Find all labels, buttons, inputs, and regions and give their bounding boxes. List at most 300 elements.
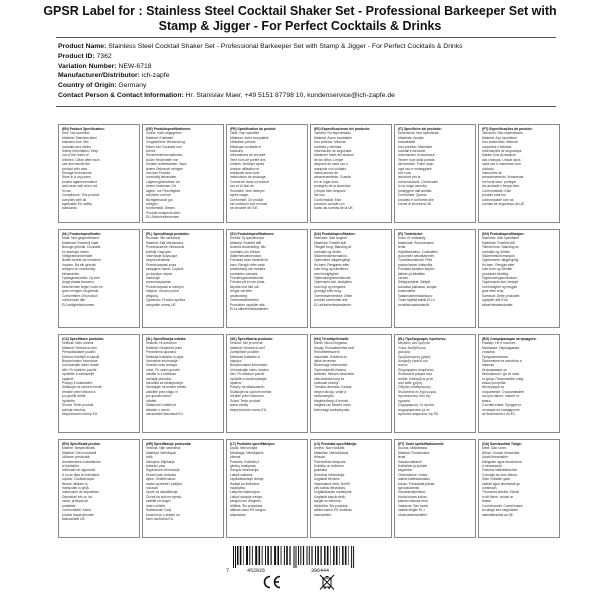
spec-line: Anyag: Rozsdamentes acél xyxy=(314,345,355,350)
spec-line: grundigt efter brug. xyxy=(314,289,342,294)
spec-line: proizvod je u skladu sa xyxy=(146,512,180,517)
spec-line: pēc katras lietošanas. xyxy=(314,486,346,491)
spec-line: Turvallisuustiedot: Pidä xyxy=(398,258,432,263)
spec-line: in áit thirim, cosain ar xyxy=(482,494,514,499)
spec-line: Laikyti vaikams xyxy=(230,472,253,477)
spec-line: chráňte pred vlhkosťou. xyxy=(230,394,265,399)
spec-line: Материал: Неръждаема xyxy=(482,345,520,350)
spec-line: Tuote täyttää kaikki EU:n xyxy=(398,298,435,303)
spec-line: Bezpečnostní informace: xyxy=(62,359,99,364)
spec-line: Außer Reichweite von xyxy=(146,157,179,162)
spec-line: opatrně. xyxy=(62,376,75,381)
spec-line: Storage Instructions: xyxy=(62,171,93,176)
spec-line: Koko: Ei määritelty xyxy=(398,236,426,241)
spec-line: out of the reach of xyxy=(62,153,89,158)
spec-cell xyxy=(142,439,224,538)
spec-line: for barn. Rengjør etter xyxy=(482,262,515,267)
spec-line: Vorgesehene Verwendung: xyxy=(146,140,186,145)
spec-line: Käyttötarkoitus: Cocktailien xyxy=(398,249,438,254)
spec-line: Conformità: Questo xyxy=(398,193,427,198)
spec-line: Držati izvan dohvata xyxy=(146,472,176,477)
spec-line: nápojov xyxy=(230,359,242,364)
spec-line: Uso previsto: Mezclar xyxy=(314,140,346,145)
spec-heading: (ES) Especificaciones del producto: xyxy=(314,127,371,131)
page-title: GPSR Label for : Stainless Steel Cocktail Shaker Set - Professional Barkeeper Set with Stamp & Jigger - For Perfect Cocktails & Drinks xyxy=(43,4,557,33)
spec-line: Míchání koktejlů a nápojů xyxy=(62,354,100,359)
meta-key: Manufacturer/Distributor: xyxy=(58,72,140,80)
spec-line: EU-veiligheidsnormen. xyxy=(62,302,96,307)
spec-line: norme di sicurezza UE. xyxy=(398,201,433,206)
spec-line: Pokyny na skladovanie: xyxy=(230,385,265,390)
spec-line: svake upotrebe i pažljivo xyxy=(146,481,183,486)
spec-cell xyxy=(226,334,308,433)
spec-line: Lagerungshinweise: An xyxy=(146,179,181,184)
spec-line: manipuler avec soin. xyxy=(230,171,261,176)
spec-line: čelik xyxy=(146,455,153,460)
spec-line: Säkerhetsinformation: xyxy=(230,254,263,259)
spec-heading: (DA) Produktspecifikation: xyxy=(314,232,356,236)
spec-line: Saugos informacija: xyxy=(230,468,259,473)
spec-line: Opbevaringsinstruktioner: xyxy=(314,276,352,281)
spec-line: Tiltenkt bruk: Blanding av xyxy=(482,245,519,250)
spec-line: zaščitite pred vlago in xyxy=(146,389,178,394)
spec-line: Μέγεθος: Δεν ορίζεται xyxy=(398,341,430,346)
spec-heading: (SK) Špecifikácia produktu: xyxy=(230,337,274,341)
spec-line: droge plaats bewaren, xyxy=(62,280,95,285)
spec-line: umiditate. xyxy=(62,503,77,508)
spec-line: Informations de sécurité: xyxy=(230,153,267,158)
spec-line: prodotto è conforme alle xyxy=(398,197,434,202)
spec-line: schützen und bei xyxy=(146,193,171,198)
meta-value: ich-zapfe xyxy=(141,72,170,80)
spec-line: Manter fora do alcance xyxy=(482,153,516,158)
spec-line: Zgodność: Produkt spełnia xyxy=(146,298,186,303)
spec-line: djece. Očistiti nakon xyxy=(146,477,176,482)
spec-heading: (SL) Specifikacija izdelka: xyxy=(146,337,187,341)
spec-cell xyxy=(58,334,140,433)
spec-line: Ανάμειξη κοκτέιλ και xyxy=(398,359,428,364)
spec-line: Predvidena uporaba: xyxy=(146,350,177,355)
spec-line: Instrucciones de xyxy=(314,171,339,176)
spec-line: sec et à l'abri de xyxy=(230,184,254,189)
spec-line: bezpieczeństwa: xyxy=(146,258,171,263)
spec-line: Materiál: Nerezová ocel xyxy=(62,345,97,350)
spec-line: EU:s säkerhetsstandarder. xyxy=(230,306,269,311)
spec-line: chraňte před vlhkostí a xyxy=(62,389,96,394)
spec-line: standardele UE. xyxy=(62,516,86,521)
spec-line: на сухо място, пазете от xyxy=(482,394,520,399)
meta-row xyxy=(58,42,463,52)
spec-line: normas de segurança da UE. xyxy=(482,201,525,206)
spec-line: vyčistite a zaobchádzajte xyxy=(230,376,267,381)
meta-value: 7362 xyxy=(96,52,112,60)
spec-line: Méret: Nincs megadva xyxy=(314,341,347,346)
spec-line: thaise. xyxy=(482,499,492,504)
spec-line: Instruções de xyxy=(482,171,502,176)
spec-line: Drošības informācija: xyxy=(314,472,345,477)
spec-line: nedvességtől. xyxy=(314,394,335,399)
spec-line: jaukšana xyxy=(314,468,328,473)
meta-row xyxy=(58,62,463,72)
meta-key: Product Name: xyxy=(58,43,107,50)
spec-line: applicable EU safety xyxy=(62,201,93,206)
spec-line: Ohutusteave: Hoida xyxy=(398,472,428,477)
spec-line: est conforme aux normes xyxy=(230,201,268,206)
spec-line: nepieejamā vietā. Notīrīt xyxy=(314,481,350,486)
spec-line: and clean well when not xyxy=(62,184,98,189)
spec-line: product with care. xyxy=(62,166,89,171)
spec-line: manipulați cu grijă. xyxy=(62,486,90,491)
spec-line: Mantener fuera del alcance xyxy=(314,153,354,158)
spec-line: produkten varsamt. xyxy=(230,271,259,276)
spec-cell xyxy=(478,229,560,328)
spec-line: spĺňa všetky xyxy=(230,403,249,408)
spec-heading: (RO) Specificații produs: xyxy=(62,442,101,446)
spec-line: Приготвяне на коктейли и xyxy=(482,359,522,364)
spec-line: saugoti nuo drėgmės. xyxy=(230,499,262,504)
spec-line: varoen. xyxy=(398,276,409,281)
spec-line: Nichtgebrauch gut xyxy=(146,197,173,202)
spec-line: Ábhar: Cruach dhosmálta xyxy=(482,450,520,455)
spec-line: da umidade e limpar bem. xyxy=(482,184,521,189)
spec-line: Информация за xyxy=(482,367,507,372)
spec-cell xyxy=(394,334,476,433)
spec-line: vyčistěte. xyxy=(62,398,76,403)
spec-line: Sukladnost: Ovaj xyxy=(146,508,171,513)
spec-line: med forsigtighed. xyxy=(314,271,340,276)
spec-line: standartus. xyxy=(230,512,247,517)
spec-line: Medžiaga: Nerūdijantis xyxy=(230,450,264,455)
spec-line: Υλικό: Ανοξείδωτος xyxy=(398,345,427,350)
spec-line: produto está em xyxy=(482,193,506,198)
spec-line: po każdym użyciu. xyxy=(146,271,174,276)
meta-key: Product ID: xyxy=(58,52,95,60)
spec-line: Uso previsto: Miscelare xyxy=(398,144,433,149)
spec-line: después de cada uso y xyxy=(314,162,348,167)
spec-line: Conformidade: Este xyxy=(482,188,512,193)
spec-line: Materiál: Nerezová oceľ xyxy=(230,345,265,350)
spec-line: produkt overholder alle xyxy=(314,298,348,303)
spec-line: Skladujte na suchom mieste, xyxy=(230,389,273,394)
spec-line: Material: Nerjaveče jeklo xyxy=(146,345,183,350)
spec-line: Dimensioni: Non specificate xyxy=(398,131,439,136)
spec-line: Förvara på en torr plats, xyxy=(230,280,266,285)
spec-cell xyxy=(310,439,392,538)
spec-line: tartandó. Minden használat xyxy=(314,372,354,377)
spec-line: Avsedd användning: Mix xyxy=(230,245,266,250)
spec-line: del uso. xyxy=(314,193,326,198)
spec-line: Tárolási útmutató: Száraz xyxy=(314,385,352,390)
spec-line: Depozitați într-un loc xyxy=(62,494,93,499)
spec-line: Sikkerhetsinformasjon: xyxy=(482,254,516,259)
spec-line: kuivassa paikassa, suojaa xyxy=(398,284,437,289)
spec-line: standards. xyxy=(62,206,78,211)
spec-line: reinigen en voorzichtig xyxy=(62,267,95,272)
spec-line: sargāt no mitruma. xyxy=(314,499,342,504)
spec-line: Oppbevares utilgjengelig xyxy=(482,258,519,263)
spec-line: Rendeltetésszerű xyxy=(314,350,340,355)
spec-line: bezpečnostné normy EÚ. xyxy=(230,407,268,412)
spec-line: Comhlíonadh: Comhlíonann xyxy=(482,503,524,508)
spec-heading: (DE) Produktspezifikationen: xyxy=(146,127,192,131)
spec-cell xyxy=(58,124,140,223)
spec-line: Čuvati na suhom mjestu, xyxy=(146,494,183,499)
spec-line: Méid: Gan sonrú xyxy=(482,446,507,451)
spec-line: ogni uso e maneggiare xyxy=(398,166,432,171)
spec-line: rengör väl efter xyxy=(230,289,253,294)
spec-line: ohutusstandarditele. xyxy=(398,512,428,517)
spec-line: sikkerhetsstandarder. xyxy=(482,302,514,307)
spec-line: Instrukcje xyxy=(146,276,161,281)
spec-line: helyen tárolja, védje a xyxy=(314,389,347,394)
spec-line: kohas. Puhastada pärast xyxy=(398,481,435,486)
spec-line: Upute za skladištenje: xyxy=(146,490,179,495)
spec-line: Utilisation prévue: xyxy=(230,140,257,145)
spec-line: Skladujte na suchém místě, xyxy=(62,385,103,390)
spec-cell xyxy=(310,334,392,433)
spec-line: Produkt entspricht allen xyxy=(146,210,181,215)
spec-line: an táirge seo caighdeáin xyxy=(482,508,518,513)
spec-line: Skladnost: Izdelek je xyxy=(146,403,177,408)
spec-line: Przechowywać poza xyxy=(146,262,177,267)
spec-line: todas las normas de la UE. xyxy=(314,206,354,211)
spec-line: Varnostne informacije: xyxy=(146,359,179,364)
spec-line: Предназначение: xyxy=(482,354,509,359)
spec-line: mot fuktighet og rengjør xyxy=(482,284,517,289)
spec-line: Conserver dans un endroit xyxy=(230,179,269,184)
spec-line: Veľkosť: Nie je určená xyxy=(230,341,263,346)
spec-line: Tenir hors de portée des xyxy=(230,157,266,162)
spec-line: hver brug og håndteres xyxy=(314,267,349,272)
spec-line: inossidabile xyxy=(398,140,416,145)
spec-line: безопасност: Да се пази xyxy=(482,372,520,377)
spec-line: Conformidad: Este xyxy=(314,197,342,202)
spec-line: produktet forsiktig. xyxy=(482,271,509,276)
spec-line: varnostnimi standardi EU. xyxy=(146,411,184,416)
spec-heading: (CS) Specifikace produktu: xyxy=(62,337,105,341)
spec-line: Materiāls: Nerūsējošais xyxy=(314,450,349,455)
spec-line: Overensstemmelse: Dette xyxy=(314,293,353,298)
spec-line: után tisztítsa meg és xyxy=(314,376,345,381)
spec-line: Kasutusotstarve: xyxy=(398,459,423,464)
spec-line: barn. Rengör efter varje xyxy=(230,262,265,267)
spec-line: jälkeen ja käsittele xyxy=(398,271,425,276)
meta-row xyxy=(58,71,463,81)
spec-line: Съответствие: Продуктът xyxy=(482,403,522,408)
spec-line: Pokyny k uskladnění: xyxy=(62,381,94,386)
spec-line: отговаря на стандартите xyxy=(482,407,520,412)
spec-line: πρότυπα ασφαλείας της ΕΕ. xyxy=(398,411,440,416)
spec-line: Beoogd gebruik: Cocktails xyxy=(62,245,101,250)
spec-line: miejscu, chronić przed xyxy=(146,289,179,294)
spec-line: complies with all xyxy=(62,197,87,202)
spec-line: Samsvar: Dette produktet xyxy=(482,293,520,298)
spec-line: Veiligheidsinformatie: xyxy=(62,254,94,259)
spec-line: Informações de segurança: xyxy=(482,149,522,154)
spec-line: Størrelse: Ikke angivet xyxy=(314,236,347,241)
spec-line: Navodila za shranjevanje: xyxy=(146,381,184,386)
spec-line: Material: Aço inoxidável xyxy=(482,135,517,140)
spec-cell xyxy=(58,229,140,328)
spec-line: atbilst visiem ES drošības xyxy=(314,508,352,513)
spec-line: Materiale: Rustfrit stål xyxy=(314,240,346,245)
spec-line: EU-sikkerhedsstandarder. xyxy=(314,302,352,307)
spec-line: zaštititi od vlage i xyxy=(146,499,172,504)
barcode xyxy=(231,546,361,568)
spec-line: cúramach. xyxy=(482,486,498,491)
spec-line: Materiaali: Ruostumaton xyxy=(398,240,434,245)
spec-line: iga kasutamist. xyxy=(398,486,420,491)
meta-value: NEW-6718 xyxy=(118,62,152,70)
spec-heading: (LT) Produkto specifikacijos: xyxy=(230,442,276,446)
spec-line: Istruzioni per la xyxy=(398,175,421,180)
spec-line: mod fugt og rengøres xyxy=(314,284,346,289)
spec-line: Opbevares tørt, beskyttes xyxy=(314,280,352,285)
spec-line: Uzglabāt bērniem xyxy=(314,477,340,482)
spec-line: Hoiustamisjuhised: xyxy=(398,490,426,495)
barcode-group-2: 396444 xyxy=(311,568,330,574)
spec-line: przechowywania: xyxy=(146,280,172,285)
spec-line: всяка употреба. xyxy=(482,381,507,386)
spec-heading: (EL) Προδιαγραφές προϊόντος: xyxy=(398,337,447,341)
spec-line: reinigen. xyxy=(146,201,159,206)
spec-line: Laikyti sausoje vietoje, xyxy=(230,494,263,499)
spec-line: cocktails and drinks xyxy=(62,144,91,149)
spec-cell xyxy=(394,439,476,538)
spec-line: Инструкции за xyxy=(482,385,505,390)
spec-line: Laikymo instrukcijos: xyxy=(230,490,261,495)
spec-line: Rozmiar: Nie określono xyxy=(146,236,181,241)
meta-key: Variation Number: xyxy=(58,62,117,70)
spec-line: óvatosan kezelje. xyxy=(314,381,340,386)
spec-line: und das Produkt xyxy=(146,171,171,176)
spec-line: chaque utilisation et xyxy=(230,166,260,171)
spec-line: Faisnéis sábháilteachta: xyxy=(482,468,518,473)
spec-line: Compliance: This product xyxy=(62,193,100,198)
spec-cell xyxy=(226,229,308,328)
spec-line: a mheascadh xyxy=(482,464,502,469)
meta-key: Contact Person & Contact Information: xyxy=(58,91,184,99)
spec-line: vorsichtig behandeln. xyxy=(146,175,178,180)
spec-line: Biztonsági információk: xyxy=(314,363,348,368)
spec-line: προστατεύετε από την xyxy=(398,394,431,399)
spec-line: zasięgiem dzieci. Czyścić xyxy=(146,267,184,272)
spec-line: úsáide agus láimhseáil go xyxy=(482,481,520,486)
spec-line: Tamaño: No especificado xyxy=(314,131,352,136)
spec-line: A nu se lăsa la îndemâna xyxy=(62,472,100,477)
spec-cell xyxy=(142,124,224,223)
spec-line: conservazione: Conservare xyxy=(398,179,439,184)
spec-line: kaitsta niiskuse eest. xyxy=(398,499,429,504)
spec-line: atitinka visus ES saugos xyxy=(230,508,266,513)
spec-line: sábháilteachta an AE. xyxy=(482,512,514,517)
spec-line: Manglaim agus deochanna xyxy=(482,459,522,464)
spec-line: plienas xyxy=(230,455,241,460)
spec-line: enfants. Nettoyer après xyxy=(230,162,265,167)
spec-line: Veličina: Nije navedena xyxy=(146,446,181,451)
spec-line: einem trockenen Ort xyxy=(146,184,176,189)
spec-heading: (PT) Especificações do produto: xyxy=(482,127,533,131)
spec-line: segamine xyxy=(398,468,413,473)
spec-line: Información de seguridad: xyxy=(314,149,353,154)
spec-heading: (FI) Tuotetiedot: xyxy=(398,232,423,236)
spec-line: Informazioni di sicurezza: xyxy=(398,153,436,158)
spec-line: Utilizare prevăzută: xyxy=(62,455,91,460)
spec-line: Materiale: Acciaio xyxy=(398,135,424,140)
spec-line: Förvaringsinstruktioner: xyxy=(230,276,265,281)
spec-heading: (NL) Productspecificatie: xyxy=(62,232,102,236)
spec-line: dětí. Po každém použití xyxy=(62,367,97,372)
spec-line: Kokteiļu un dzērienu xyxy=(314,464,344,469)
spec-line: συμμορφώνεται με τα xyxy=(398,407,430,412)
spec-line: Kindern aufbewahren. Nach xyxy=(146,162,187,167)
weee-bin-icon xyxy=(316,574,338,590)
spec-line: Materjal: Roostevaba xyxy=(398,450,430,455)
spec-line: Överensstämmelse: xyxy=(230,298,260,303)
spec-line: χάλυβας xyxy=(398,350,411,355)
spec-line: očistite in z izdelkom xyxy=(146,372,177,377)
spec-line: en un lugar seco, xyxy=(314,179,340,184)
spec-line: användning och hantera xyxy=(230,267,266,272)
spec-line: ja juomien sekoittaminen xyxy=(398,254,435,259)
spec-line: kosteudelta. xyxy=(398,289,416,294)
spec-heading: (LV) Produkta specifikācija: xyxy=(314,442,357,446)
spec-line: splňuje všechny xyxy=(62,407,86,412)
spec-line: vyčistěte a zacházejte xyxy=(62,372,95,377)
spec-line: almacenamiento: Guarde xyxy=(314,175,352,180)
spec-line: Materiale: Rustfritt stål xyxy=(482,240,515,245)
spec-line: standartiem. xyxy=(314,512,333,517)
spec-line: Materiał: Stal nierdzewna xyxy=(146,240,184,245)
spec-line: cocktails og drinker xyxy=(482,249,511,254)
spec-line: Sigurnosne informacije: xyxy=(146,468,181,473)
spec-line: voldoet aan alle xyxy=(62,298,86,303)
spec-line: bezpečnostní normy EU. xyxy=(62,411,99,416)
spec-line: megfelel az összes uniós xyxy=(314,403,351,408)
spec-heading: (FR) Spécification du produit: xyxy=(230,127,277,131)
spec-line: υγρασία. xyxy=(398,398,411,403)
spec-line: rukovati. xyxy=(146,486,159,491)
spec-line: Uso pretendido: Misturar xyxy=(482,140,519,145)
spec-line: wszystkie normy UE. xyxy=(146,302,177,307)
spec-line: cuidado. xyxy=(482,166,495,171)
spec-line: Συμμόρφωση: Το προϊόν xyxy=(398,403,435,408)
spec-line: beschermen tegen vocht en xyxy=(62,284,103,289)
spec-line: от деца. Почиствайте след xyxy=(482,376,524,381)
spec-line: ποτών xyxy=(398,363,408,368)
spec-line: Tamanho: Não especificado xyxy=(482,131,523,136)
spec-line: съхранение: Съхранявайте xyxy=(482,389,525,394)
spec-line: dobro očistiti. xyxy=(146,503,166,508)
spec-line: opatrne. xyxy=(230,381,243,386)
spec-line: con cura. xyxy=(398,171,412,176)
spec-line: en drankjes mixen xyxy=(62,249,89,254)
spec-line: Vastavus: See toode xyxy=(398,503,429,508)
spec-line: Material: Edelstahl xyxy=(146,135,174,140)
spec-line: teras xyxy=(398,455,406,460)
spec-line: Instrucțiuni de depozitare: xyxy=(62,490,100,495)
spec-line: biztonsági szabványnak. xyxy=(314,407,350,412)
meta-value: Stainless Steel Cocktail Shaker Set - Professional Barkeeper Set with Stamp & Jigger - For Perfect Cocktails & Drinks xyxy=(108,43,463,50)
spec-line: Opslaginstructies: Op een xyxy=(62,276,100,281)
spec-line: for børn. Rengøres efter xyxy=(314,262,350,267)
spec-line: Súlad: Tento produkt xyxy=(230,398,261,403)
spec-line: Glan i ndiaidh gach xyxy=(482,477,511,482)
spec-line: produs respectă toate xyxy=(62,512,94,517)
spec-line: boissons xyxy=(230,149,244,154)
divider xyxy=(56,106,556,107)
spec-line: Úsáid bheartaithe: xyxy=(482,455,509,460)
